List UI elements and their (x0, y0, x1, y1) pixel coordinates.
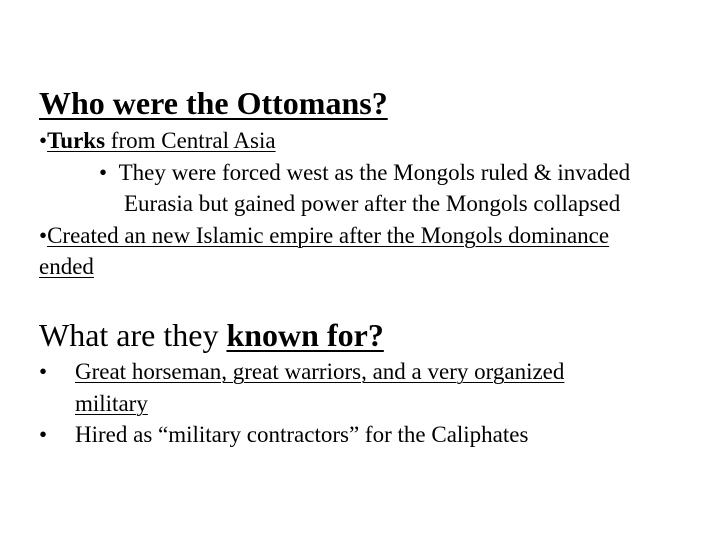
empire-text-1: Created an new Islamic empire after the Mongols dominance (47, 222, 610, 248)
heading-known-for-plain: What are they (39, 317, 227, 353)
section-ottomans-origin (39, 125, 699, 283)
bullet-icon: • (39, 422, 48, 447)
sub-bullet-line-2 (39, 188, 699, 220)
bullet-empire-cont (39, 251, 699, 283)
list-item-text: Great horseman, great warriors, and a very organized (75, 359, 565, 384)
list-item (39, 356, 679, 419)
section-known-for-list (39, 356, 679, 451)
sub-bullet-text-2: Eurasia but gained power after the Mongols collapsed (124, 191, 621, 216)
list-item-text: Hired as “military contractors” for the Caliphates (75, 422, 529, 447)
sub-bullet-icon: • (99, 159, 108, 185)
bullet-icon: • (39, 359, 48, 384)
bullet-turks (39, 125, 699, 157)
list-item-text-cont: military (75, 390, 148, 416)
list-item (39, 419, 679, 451)
heading-who-were-ottomans: Who were the Ottomans? (39, 85, 388, 121)
heading-known-for (39, 313, 384, 357)
bullet-icon: • (39, 222, 48, 248)
bullet-icon: • (39, 128, 48, 153)
empire-text-2: ended (39, 254, 94, 279)
heading-known-for-emph: known for? (226, 317, 384, 353)
sub-bullet-text-1: They were forced west as the Mongols ruled & invaded (118, 159, 631, 185)
bullet-empire (39, 220, 699, 252)
turks-origin-text: from Central Asia (105, 128, 276, 153)
sub-bullet-line-1 (39, 157, 699, 189)
turks-term: Turks (47, 128, 106, 153)
